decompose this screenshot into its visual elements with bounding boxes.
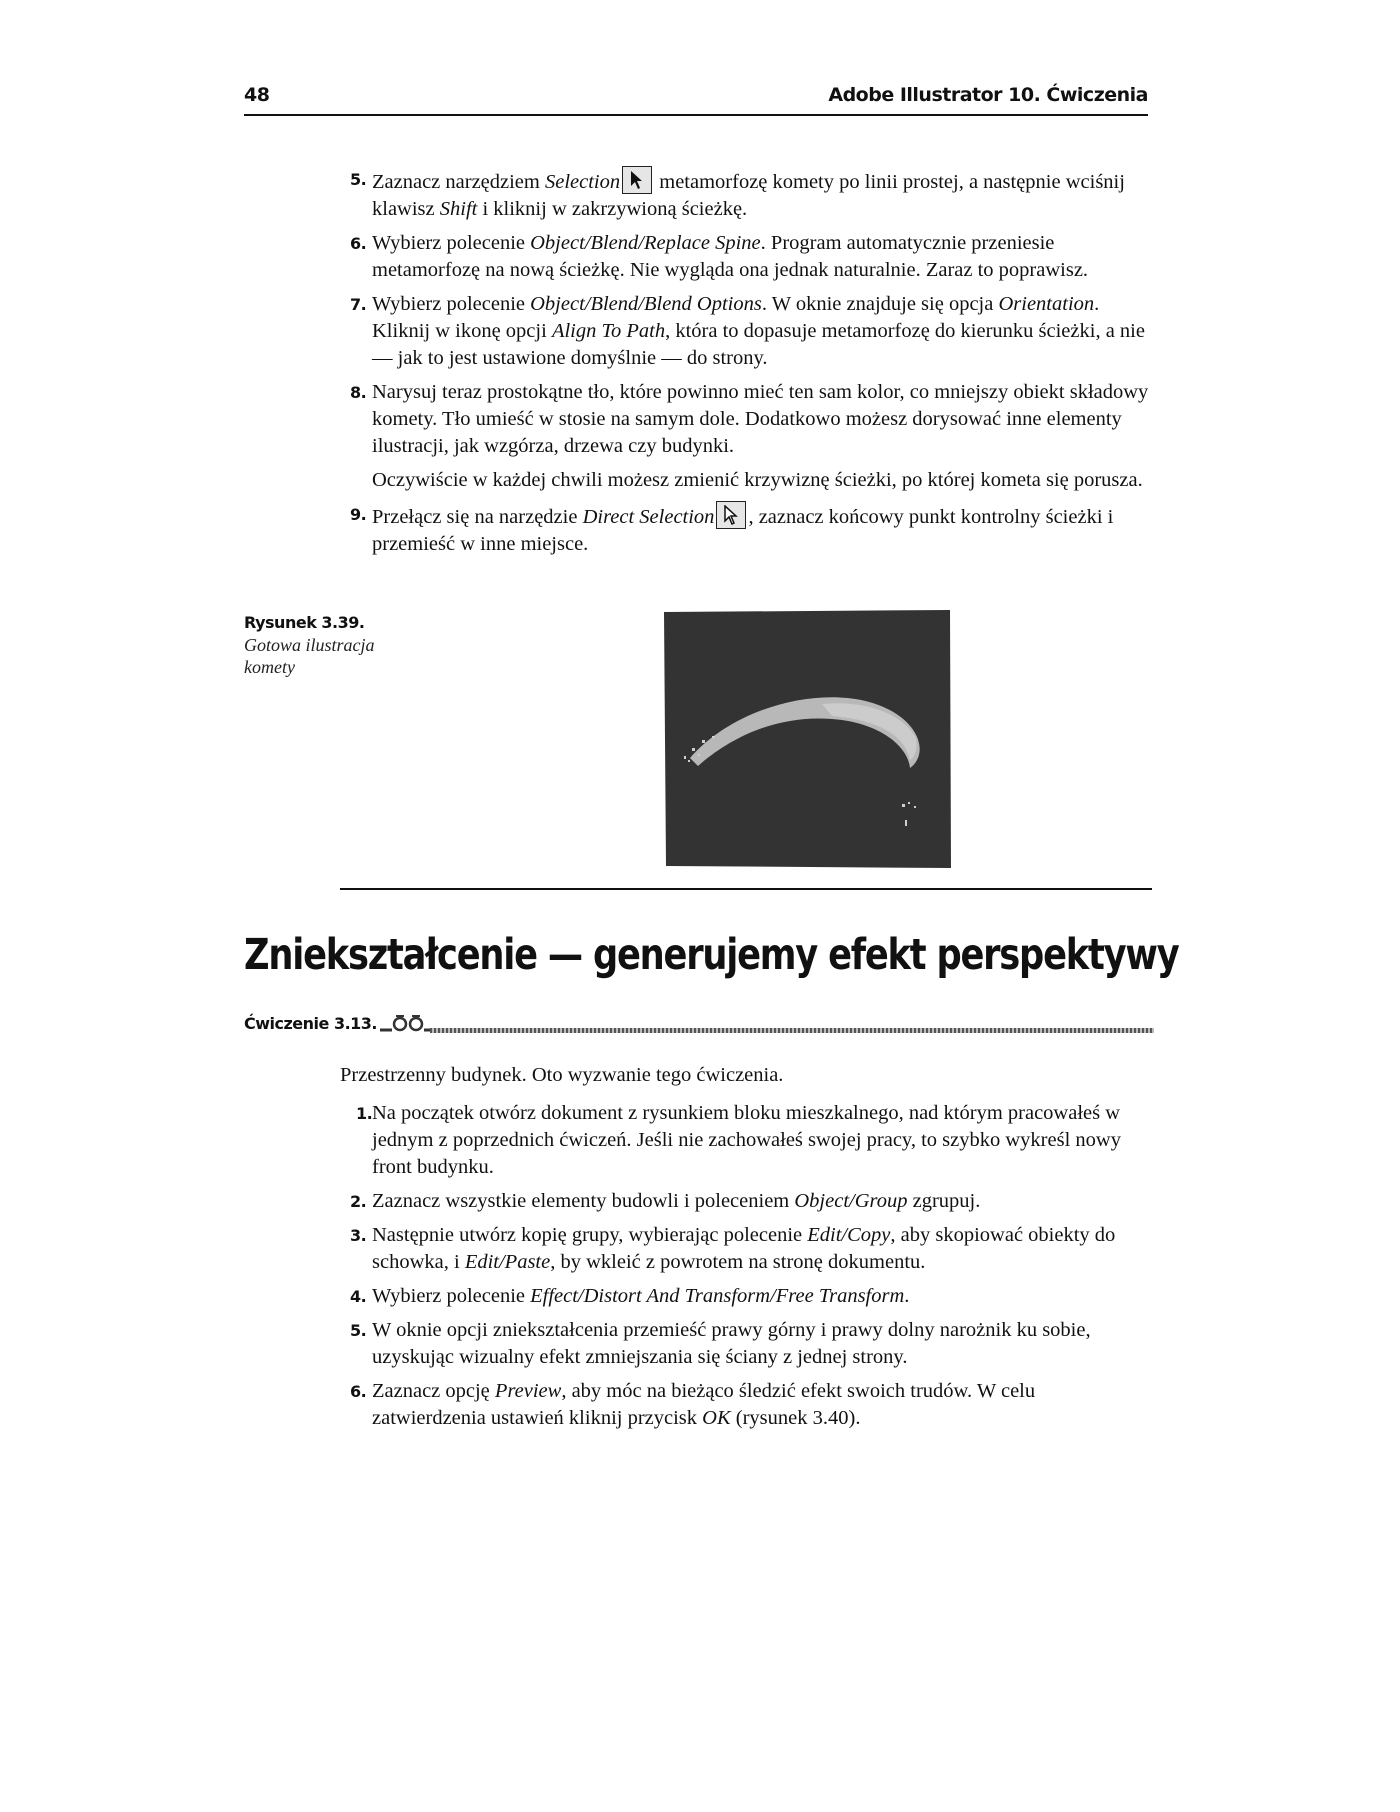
emphasized-text: OK (702, 1407, 731, 1429)
emphasized-text: Align To Path (551, 320, 666, 342)
step-number: 4. (350, 1287, 367, 1306)
step-number: 5. (350, 170, 367, 189)
text-run: Zaznacz opcję (372, 1380, 495, 1402)
list-item (340, 1100, 1152, 1181)
text-run: Następnie utwórz kopię grupy, wybierając polecenie (372, 1224, 808, 1246)
text-run: W oknie opcji zniekształcenia przemieść prawy górny i prawy dolny narożnik ku sobie, uzyskując wizualny efekt zmniejszania się ściany z jednej strony. (372, 1319, 1091, 1368)
list-item (340, 166, 1152, 223)
list-item (340, 230, 1152, 284)
text-run: , zaznacz końcowy punkt kontrolny ścieżki i przemieść w inne miejsce. (372, 506, 1114, 555)
book-title: Adobe Illustrator 10. Ćwiczenia (828, 84, 1148, 106)
section-heading: Zniekształcenie — generujemy efekt perspektywy (244, 930, 1179, 980)
figure-label: Rysunek 3.39. (244, 613, 365, 632)
emphasized-text: Effect/Distort And Transform/Free Transform (530, 1285, 905, 1307)
exercise-intro: Przestrzenny budynek. Oto wyzwanie tego ćwiczenia. (340, 1064, 784, 1086)
step-number: 6. (350, 234, 367, 253)
exercise-label: Ćwiczenie 3.13. (244, 1014, 378, 1033)
emphasized-text: Orientation (998, 293, 1095, 315)
list-item (340, 1378, 1152, 1432)
selection-tool-icon (622, 166, 652, 194)
step-number: 9. (350, 505, 367, 524)
list-item (340, 1188, 1152, 1215)
list-item (340, 501, 1152, 558)
exercise-difficulty-icon (378, 1012, 432, 1036)
text-run: , która to dopasuje metamorfozę do kierunku ścieżki, a nie — jak to jest ustawione domyślnie — do strony. (372, 320, 1145, 369)
list-item (340, 1317, 1152, 1371)
text-run: . Program automatycznie przeniesie metamorfozę na nową ścieżkę. Nie wygląda ona jednak naturalnie. Zaraz to poprawisz. (372, 232, 1089, 281)
text-run: (rysunek 3.40). (730, 1407, 861, 1429)
step-number: 6. (350, 1382, 367, 1401)
list-item (340, 1222, 1152, 1276)
text-run: Zaznacz narzędziem (372, 171, 545, 193)
paragraph: Oczywiście w każdej chwili możesz zmienić krzywiznę ścieżki, po której kometa się porusza. (372, 469, 1143, 491)
emphasized-text: Object/Blend/Replace Spine (530, 232, 761, 254)
text-run: . Kliknij w ikonę opcji (372, 293, 1100, 342)
text-run: Zaznacz wszystkie elementy budowli i poleceniem (372, 1190, 795, 1212)
direct-selection-tool-icon (716, 501, 746, 529)
steps-list-top (340, 166, 1152, 565)
step-number: 5. (350, 1321, 367, 1340)
emphasized-text: Shift (439, 198, 478, 220)
exercise-rule (430, 1028, 1154, 1033)
text-run: , aby móc na bieżąco śledzić efekt swoich trudów. W celu zatwierdzenia ustawień kliknij przycisk (372, 1380, 1036, 1429)
text-run: , aby skopiować obiekty do schowka, i (372, 1224, 1116, 1273)
text-run: Na początek otwórz dokument z rysunkiem bloku mieszkalnego, nad którym pracowałeś w jednym z poprzednich ćwiczeń. Jeśli nie zachowałeś swojej pracy, to szybko wykreśl nowy front budynku. (372, 1102, 1121, 1178)
text-run: Wybierz polecenie (372, 1285, 531, 1307)
comet-illustration (662, 608, 952, 870)
list-item (340, 379, 1152, 460)
step-number: 7. (350, 295, 367, 314)
text-run: . W oknie znajduje się opcja (761, 293, 999, 315)
step-number: 8. (350, 383, 367, 402)
page-number: 48 (244, 84, 270, 106)
step-number: 2. (350, 1192, 367, 1211)
emphasized-text: Selection (544, 171, 621, 193)
list-item (340, 291, 1152, 372)
step-number: 1. (356, 1104, 373, 1123)
emphasized-text: Preview (494, 1380, 562, 1402)
text-run: Przełącz się na narzędzie (372, 506, 583, 528)
page-header (244, 84, 1148, 116)
emphasized-text: Object/Blend/Blend Options (530, 293, 762, 315)
figure-caption-text: Gotowa ilustracja komety (244, 635, 375, 677)
text-run: . (904, 1285, 910, 1307)
text-run: i kliknij w zakrzywioną ścieżkę. (477, 198, 748, 220)
emphasized-text: Edit/Paste (464, 1251, 551, 1273)
list-item (340, 1283, 1152, 1310)
exercise-header (244, 1012, 1154, 1038)
step-number: 3. (350, 1226, 367, 1245)
steps-list-bottom (340, 1100, 1152, 1439)
section-divider (340, 888, 1152, 890)
text-run: zgrupuj. (907, 1190, 981, 1212)
emphasized-text: Object/Group (794, 1190, 908, 1212)
text-run: Wybierz polecenie (372, 293, 531, 315)
emphasized-text: Edit/Copy (807, 1224, 891, 1246)
figure-caption (244, 612, 404, 678)
text-run: metamorfozę komety po linii prostej, a następnie wciśnij klawisz (372, 171, 1125, 220)
text-run: , by wkleić z powrotem na stronę dokumentu. (550, 1251, 926, 1273)
emphasized-text: Direct Selection (582, 506, 715, 528)
text-run: Wybierz polecenie (372, 232, 531, 254)
text-run: Narysuj teraz prostokątne tło, które powinno mieć ten sam kolor, co mniejszy obiekt składowy komety. Tło umieść w stosie na samym dole. Dodatkowo możesz dorysować inne elementy ilustracji, jak wzgórza, drzewa czy budynki. (372, 381, 1149, 457)
